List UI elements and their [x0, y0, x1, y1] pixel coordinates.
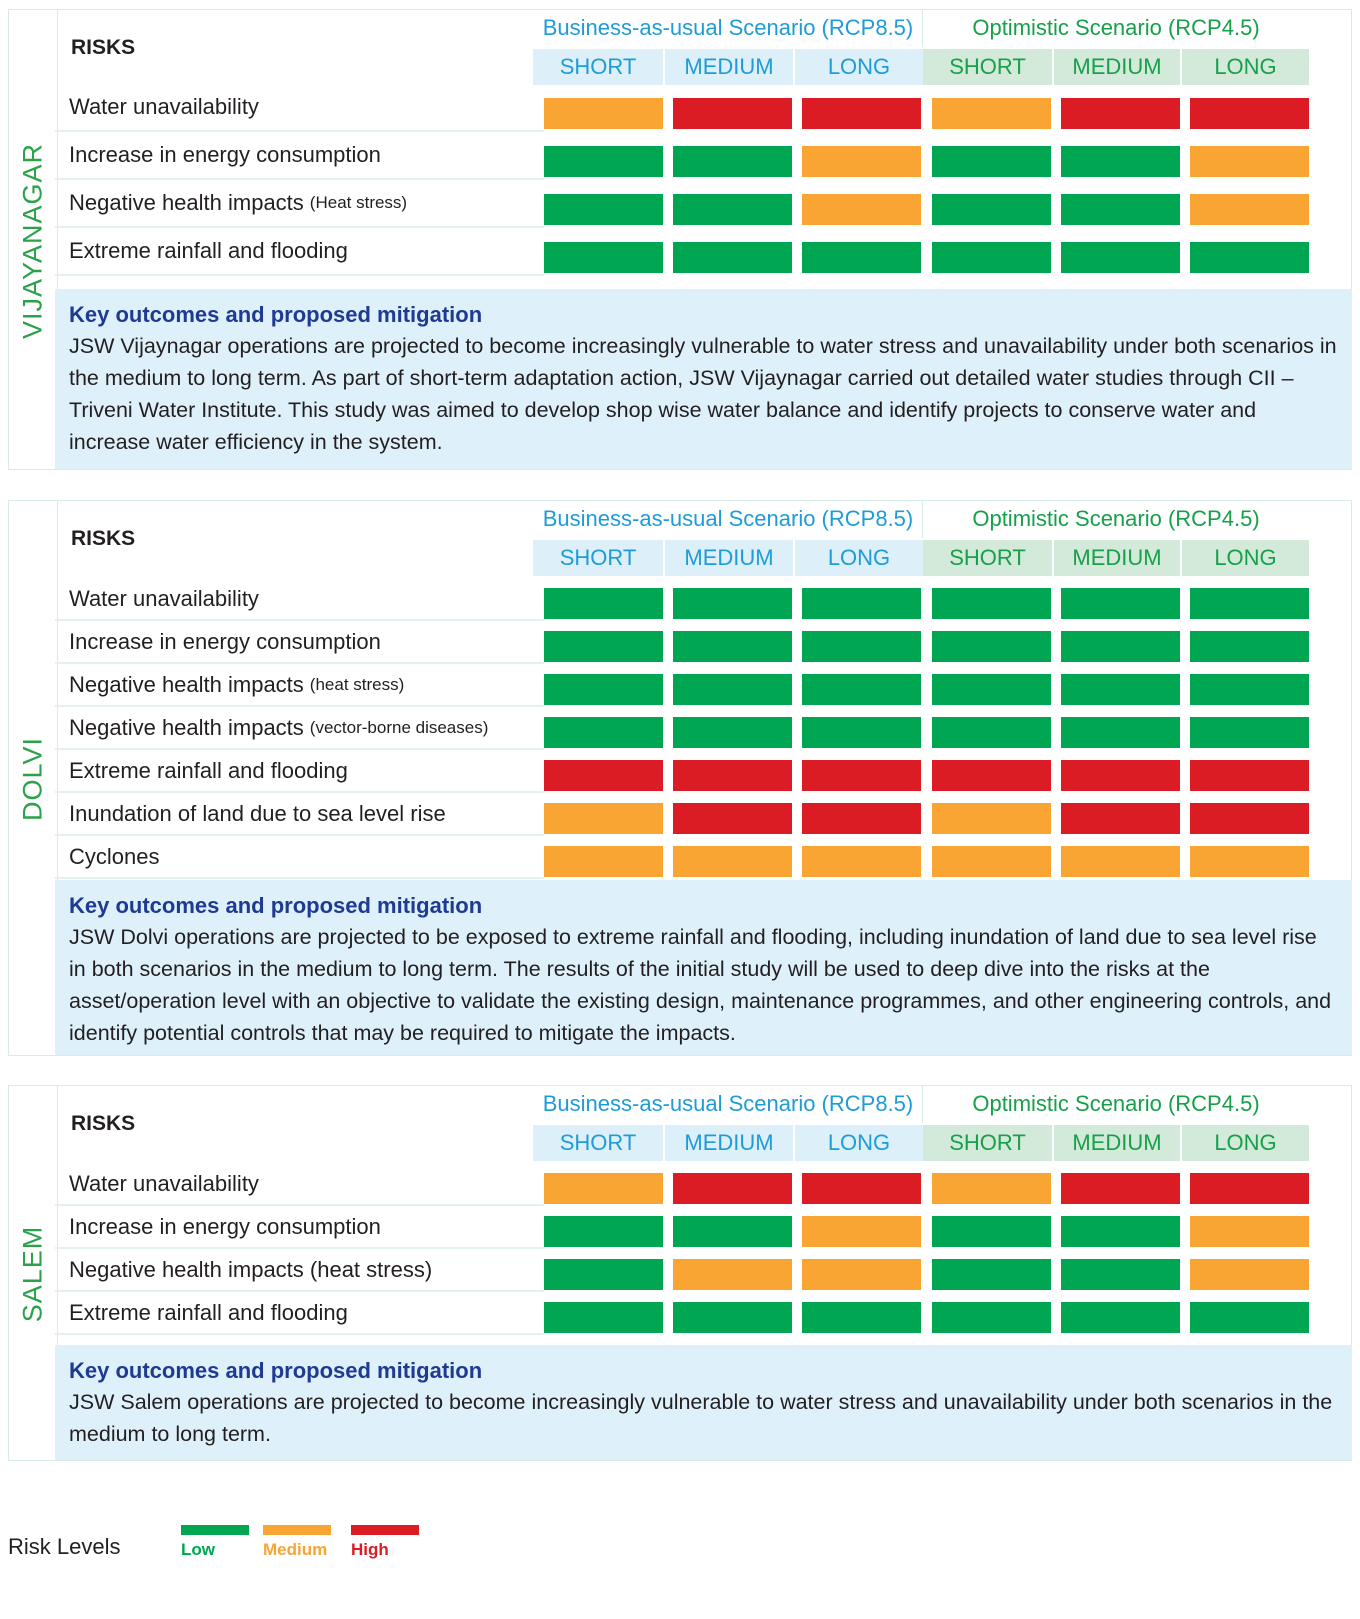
term-header-long: LONG	[1180, 540, 1309, 576]
legend-label-medium: Medium	[263, 1540, 328, 1559]
term-header-short: SHORT	[923, 49, 1052, 85]
risk-level-cell-medium	[673, 846, 792, 877]
risk-label: Extreme rainfall and flooding	[69, 238, 348, 263]
site-name: SALEM	[17, 1225, 48, 1323]
risk-level-cell-low	[1061, 674, 1180, 705]
risk-level-cell-low	[1190, 588, 1309, 619]
risk-level-cell-low	[932, 194, 1051, 225]
risk-level-cell-low	[544, 717, 663, 748]
bau-scenario-title: Business-as-usual Scenario (RCP8.5)	[542, 15, 914, 40]
risk-level-cell-low	[1061, 242, 1180, 273]
term-header-short: SHORT	[923, 540, 1052, 576]
term-header-long: LONG	[793, 540, 923, 576]
risk-level-cell-high	[544, 760, 663, 791]
risk-level-cell-low	[544, 146, 663, 177]
risks-heading: RISKS	[71, 1112, 136, 1135]
risk-level-cell-high	[802, 803, 921, 834]
term-header-medium: MEDIUM	[1052, 540, 1180, 576]
risk-level-cell-high	[802, 1173, 921, 1204]
risk-level-cell-medium	[802, 1216, 921, 1247]
risk-level-cell-low	[673, 717, 792, 748]
key-outcomes-text: JSW Salem operations are projected to become increasingly vulnerable to water stress and unavailability under both scenarios in the medium to long term.	[69, 1390, 1333, 1446]
risk-level-cell-low	[673, 1216, 792, 1247]
risk-level-cell-low	[544, 674, 663, 705]
site-name: DOLVI	[17, 736, 48, 822]
risk-label: Increase in energy consumption	[69, 628, 381, 654]
risk-level-cell-low	[1061, 1216, 1180, 1247]
risk-level-cell-low	[1061, 588, 1180, 619]
risk-row-label	[55, 793, 544, 836]
site-label-column	[9, 10, 58, 469]
risk-level-cell-low	[673, 674, 792, 705]
bau-scenario-title: Business-as-usual Scenario (RCP8.5)	[542, 506, 914, 531]
risk-level-cell-high	[1061, 1173, 1180, 1204]
risk-level-cell-high	[1061, 760, 1180, 791]
risks-heading: RISKS	[71, 527, 136, 550]
risk-level-cell-low	[673, 242, 792, 273]
risk-note: (vector-borne diseases)	[309, 717, 489, 737]
risk-level-cell-medium	[544, 1173, 663, 1204]
risk-label: Inundation of land due to sea level rise	[69, 800, 446, 826]
risk-row-label	[55, 664, 544, 707]
risk-level-cell-high	[1190, 98, 1309, 129]
scenario-divider	[922, 1085, 923, 1123]
risk-level-cell-low	[932, 1259, 1051, 1290]
risk-level-cell-low	[1190, 242, 1309, 273]
site-name: VIJAYANAGAR	[17, 142, 48, 339]
risk-level-cell-low	[802, 717, 921, 748]
risk-level-cell-low	[544, 631, 663, 662]
legend-label-low: Low	[181, 1540, 215, 1559]
risk-label: Water unavailability	[69, 1170, 259, 1196]
risk-level-cell-high	[1061, 803, 1180, 834]
optimistic-scenario-title: Optimistic Scenario (RCP4.5)	[972, 1091, 1260, 1116]
risk-level-cell-low	[802, 588, 921, 619]
risk-level-cell-medium	[673, 1259, 792, 1290]
risk-level-cell-medium	[1190, 1216, 1309, 1247]
key-outcomes-text: JSW Vijaynagar operations are projected to become increasingly vulnerable to water stress and unavailability under both scenarios in the medium to long term. As part of short-term adaptation action, JSW Vijaynagar carried out detailed water studies through CII – Triveni Water Institute. This study was aimed to develop shop wise water balance and identify projects to conserve water and increase water efficiency in the system.	[69, 334, 1337, 454]
risk-level-cell-low	[932, 588, 1051, 619]
risk-level-cell-low	[544, 1216, 663, 1247]
risk-level-cell-medium	[1190, 194, 1309, 225]
risk-level-cell-low	[1061, 146, 1180, 177]
risk-level-cell-low	[1190, 717, 1309, 748]
risk-level-cell-medium	[1190, 146, 1309, 177]
risk-row-label	[55, 180, 544, 228]
bau-scenario-title: Business-as-usual Scenario (RCP8.5)	[542, 1091, 914, 1116]
risk-label: Increase in energy consumption	[69, 1213, 381, 1239]
legend-swatch-low	[181, 1525, 249, 1535]
risk-level-cell-medium	[932, 98, 1051, 129]
term-header-medium: MEDIUM	[663, 1125, 793, 1161]
risk-label: Cyclones	[69, 843, 160, 869]
risk-row-label	[55, 84, 544, 132]
risk-label: Negative health impacts	[69, 714, 304, 740]
risk-level-cell-low	[932, 674, 1051, 705]
risks-heading: RISKS	[71, 36, 136, 59]
risk-level-cell-low	[1190, 674, 1309, 705]
risk-level-cell-low	[1061, 1302, 1180, 1333]
term-header-long: LONG	[793, 1125, 923, 1161]
risk-level-cell-low	[544, 588, 663, 619]
site-label-column	[9, 501, 58, 1055]
risk-row-label	[55, 1249, 544, 1292]
risk-level-cell-medium	[544, 803, 663, 834]
risk-level-cell-medium	[1190, 1259, 1309, 1290]
risk-level-cell-medium	[1190, 846, 1309, 877]
risk-row-label	[55, 836, 544, 879]
risk-level-cell-medium	[802, 146, 921, 177]
risk-level-cell-low	[673, 588, 792, 619]
risk-level-cell-low	[544, 194, 663, 225]
term-header-short: SHORT	[533, 1125, 663, 1161]
term-header-short: SHORT	[533, 540, 663, 576]
key-outcomes-title: Key outcomes and proposed mitigation	[69, 893, 483, 918]
legend-swatch-medium	[263, 1525, 331, 1535]
risk-level-cell-medium	[932, 803, 1051, 834]
risk-level-cell-low	[802, 242, 921, 273]
risk-level-cell-medium	[1061, 846, 1180, 877]
risk-level-cell-medium	[802, 194, 921, 225]
risk-level-cell-high	[673, 98, 792, 129]
risk-label: Extreme rainfall and flooding	[69, 1299, 348, 1325]
legend-swatch-high	[351, 1525, 419, 1535]
risk-level-cell-low	[802, 631, 921, 662]
risk-level-cell-medium	[544, 846, 663, 877]
optimistic-scenario-title: Optimistic Scenario (RCP4.5)	[972, 506, 1260, 531]
risk-label: Negative health impacts (heat stress)	[69, 1256, 433, 1282]
risk-level-cell-low	[544, 1259, 663, 1290]
risk-level-cell-low	[673, 1302, 792, 1333]
risk-row-label	[55, 750, 544, 793]
risk-level-cell-high	[1190, 803, 1309, 834]
risk-level-cell-low	[932, 631, 1051, 662]
risk-level-cell-low	[1061, 194, 1180, 225]
risk-level-cell-low	[673, 194, 792, 225]
risk-level-cell-low	[544, 1302, 663, 1333]
risk-row-label	[55, 578, 544, 621]
risk-level-cell-medium	[802, 1259, 921, 1290]
risk-row-label	[55, 1292, 544, 1335]
term-header-medium: MEDIUM	[1052, 49, 1180, 85]
risk-level-cell-high	[673, 760, 792, 791]
term-header-long: LONG	[1180, 1125, 1309, 1161]
risk-level-cell-low	[673, 631, 792, 662]
risk-level-cell-high	[1190, 760, 1309, 791]
legend-title: Risk Levels	[8, 1534, 121, 1559]
risk-level-cell-high	[673, 803, 792, 834]
risk-level-cell-high	[1190, 1173, 1309, 1204]
risk-level-cell-low	[1061, 631, 1180, 662]
term-header-medium: MEDIUM	[663, 540, 793, 576]
risk-row-label	[55, 1206, 544, 1249]
risk-level-cell-medium	[932, 846, 1051, 877]
risk-level-cell-low	[673, 146, 792, 177]
risk-level-cell-low	[544, 242, 663, 273]
risk-level-cell-low	[1061, 1259, 1180, 1290]
optimistic-scenario-title: Optimistic Scenario (RCP4.5)	[972, 15, 1260, 40]
risk-level-cell-low	[802, 674, 921, 705]
risk-label: Increase in energy consumption	[69, 142, 381, 167]
risk-level-cell-low	[932, 1302, 1051, 1333]
risk-level-cell-low	[932, 242, 1051, 273]
risk-level-cell-low	[932, 146, 1051, 177]
key-outcomes-box	[55, 1345, 1352, 1460]
term-header-short: SHORT	[533, 49, 663, 85]
risk-row-label	[55, 621, 544, 664]
risk-level-cell-low	[932, 717, 1051, 748]
risk-level-cell-high	[802, 760, 921, 791]
risk-level-cell-medium	[802, 846, 921, 877]
term-header-medium: MEDIUM	[663, 49, 793, 85]
risk-label: Water unavailability	[69, 585, 259, 611]
key-outcomes-title: Key outcomes and proposed mitigation	[69, 302, 483, 327]
legend-label-high: High	[351, 1540, 389, 1559]
term-header-short: SHORT	[923, 1125, 1052, 1161]
risk-level-cell-high	[1061, 98, 1180, 129]
risk-level-cell-medium	[544, 98, 663, 129]
risk-row-label	[55, 132, 544, 180]
risk-level-cell-low	[932, 1216, 1051, 1247]
key-outcomes-box	[55, 880, 1352, 1055]
risk-level-cell-low	[1190, 1302, 1309, 1333]
term-header-medium: MEDIUM	[1052, 1125, 1180, 1161]
scenario-divider	[922, 500, 923, 538]
risk-row-label	[55, 1163, 544, 1206]
risk-note: (heat stress)	[309, 674, 405, 694]
key-outcomes-text: JSW Dolvi operations are projected to be exposed to extreme rainfall and flooding, including inundation of land due to sea level rise in both scenarios in the medium to long term. The results of the initial study will be used to deep dive into the risks at the asset/operation level with an objective to validate the existing design, maintenance programmes, and other engineering controls, and identify potential controls that may be required to mitigate the impacts.	[69, 925, 1332, 1045]
site-label-column	[9, 1086, 58, 1460]
risk-row-label	[55, 228, 544, 276]
key-outcomes-title: Key outcomes and proposed mitigation	[69, 1358, 483, 1383]
risk-level-cell-high	[932, 760, 1051, 791]
term-header-long: LONG	[793, 49, 923, 85]
risk-level-cell-low	[1190, 631, 1309, 662]
risk-row-label	[55, 707, 544, 750]
risk-label: Extreme rainfall and flooding	[69, 757, 348, 783]
scenario-divider	[922, 9, 923, 47]
risk-level-cell-high	[673, 1173, 792, 1204]
risk-level-cell-high	[802, 98, 921, 129]
key-outcomes-box	[55, 289, 1352, 469]
risk-level-cell-low	[802, 1302, 921, 1333]
risk-label: Negative health impacts	[69, 671, 304, 697]
risk-note: (Heat stress)	[309, 193, 408, 212]
risk-level-cell-low	[1061, 717, 1180, 748]
term-header-long: LONG	[1180, 49, 1309, 85]
risk-label: Water unavailability	[69, 94, 259, 119]
risk-label: Negative health impacts	[69, 190, 304, 215]
risk-level-cell-medium	[932, 1173, 1051, 1204]
